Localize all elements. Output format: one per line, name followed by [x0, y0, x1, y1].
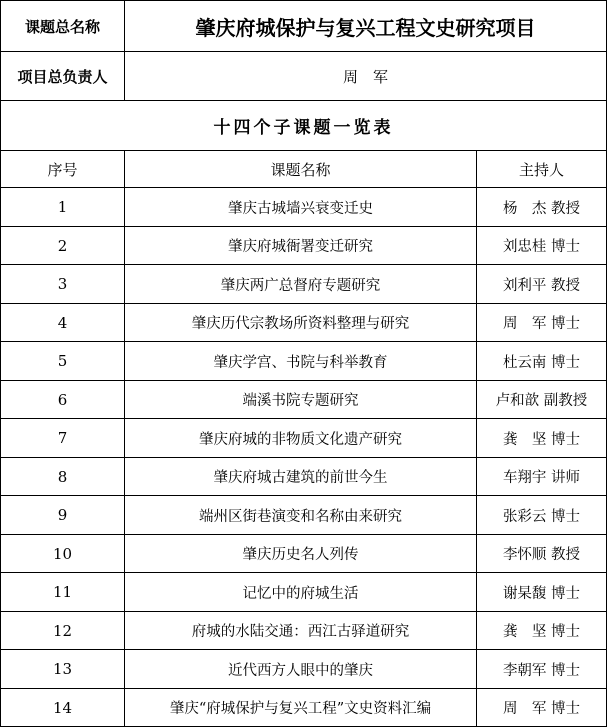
- project-name-label: 课题总名称: [0, 0, 125, 52]
- row-number: 12: [0, 611, 125, 650]
- row-number: 10: [0, 534, 125, 573]
- row-number: 2: [0, 226, 125, 265]
- row-number: 4: [0, 303, 125, 342]
- column-header-host: 主持人: [476, 150, 607, 188]
- row-number: 6: [0, 380, 125, 419]
- row-host: 刘忠桂 博士: [476, 226, 607, 265]
- project-lead-name: 周 军: [124, 51, 607, 101]
- row-host: 张彩云 博士: [476, 495, 607, 535]
- project-lead-label: 项目总负责人: [0, 51, 125, 101]
- row-topic: 肇庆“府城保护与复兴工程”文史资料汇编: [124, 688, 477, 727]
- row-host: 龚 坚 博士: [476, 418, 607, 458]
- row-topic: 肇庆府城的非物质文化遗产研究: [124, 418, 477, 458]
- row-host: 杨 杰 教授: [476, 187, 607, 227]
- project-title: 肇庆府城保护与复兴工程文史研究项目: [124, 0, 607, 52]
- row-topic: 肇庆两广总督府专题研究: [124, 264, 477, 304]
- table-subtitle: 十四个子课题一览表: [0, 100, 607, 151]
- row-topic: 近代西方人眼中的肇庆: [124, 649, 477, 689]
- row-topic: 端州区街巷演变和名称由来研究: [124, 495, 477, 535]
- row-host: 卢和歆 副教授: [476, 380, 607, 419]
- row-topic: 肇庆府城衙署变迁研究: [124, 226, 477, 265]
- row-host: 谢杲馥 博士: [476, 572, 607, 612]
- row-number: 7: [0, 418, 125, 458]
- row-host: 周 军 博士: [476, 688, 607, 727]
- row-number: 14: [0, 688, 125, 727]
- row-host: 杜云南 博士: [476, 341, 607, 381]
- row-host: 周 军 博士: [476, 303, 607, 342]
- column-header-number: 序号: [0, 150, 125, 188]
- row-host: 李朝军 博士: [476, 649, 607, 689]
- row-number: 11: [0, 572, 125, 612]
- row-host: 李怀顺 教授: [476, 534, 607, 573]
- row-topic: 肇庆古城墙兴衰变迁史: [124, 187, 477, 227]
- row-topic: 记忆中的府城生活: [124, 572, 477, 612]
- row-number: 1: [0, 187, 125, 227]
- row-number: 5: [0, 341, 125, 381]
- row-number: 13: [0, 649, 125, 689]
- row-topic: 端溪书院专题研究: [124, 380, 477, 419]
- row-topic: 肇庆历史名人列传: [124, 534, 477, 573]
- row-host: 车翔宇 讲师: [476, 457, 607, 496]
- row-host: 刘利平 教授: [476, 264, 607, 304]
- column-header-topic: 课题名称: [124, 150, 477, 188]
- row-number: 3: [0, 264, 125, 304]
- row-topic: 肇庆历代宗教场所资料整理与研究: [124, 303, 477, 342]
- row-host: 龚 坚 博士: [476, 611, 607, 650]
- row-number: 8: [0, 457, 125, 496]
- row-topic: 肇庆府城古建筑的前世今生: [124, 457, 477, 496]
- row-number: 9: [0, 495, 125, 535]
- row-topic: 肇庆学宫、书院与科举教育: [124, 341, 477, 381]
- row-topic: 府城的水陆交通：西江古驿道研究: [124, 611, 477, 650]
